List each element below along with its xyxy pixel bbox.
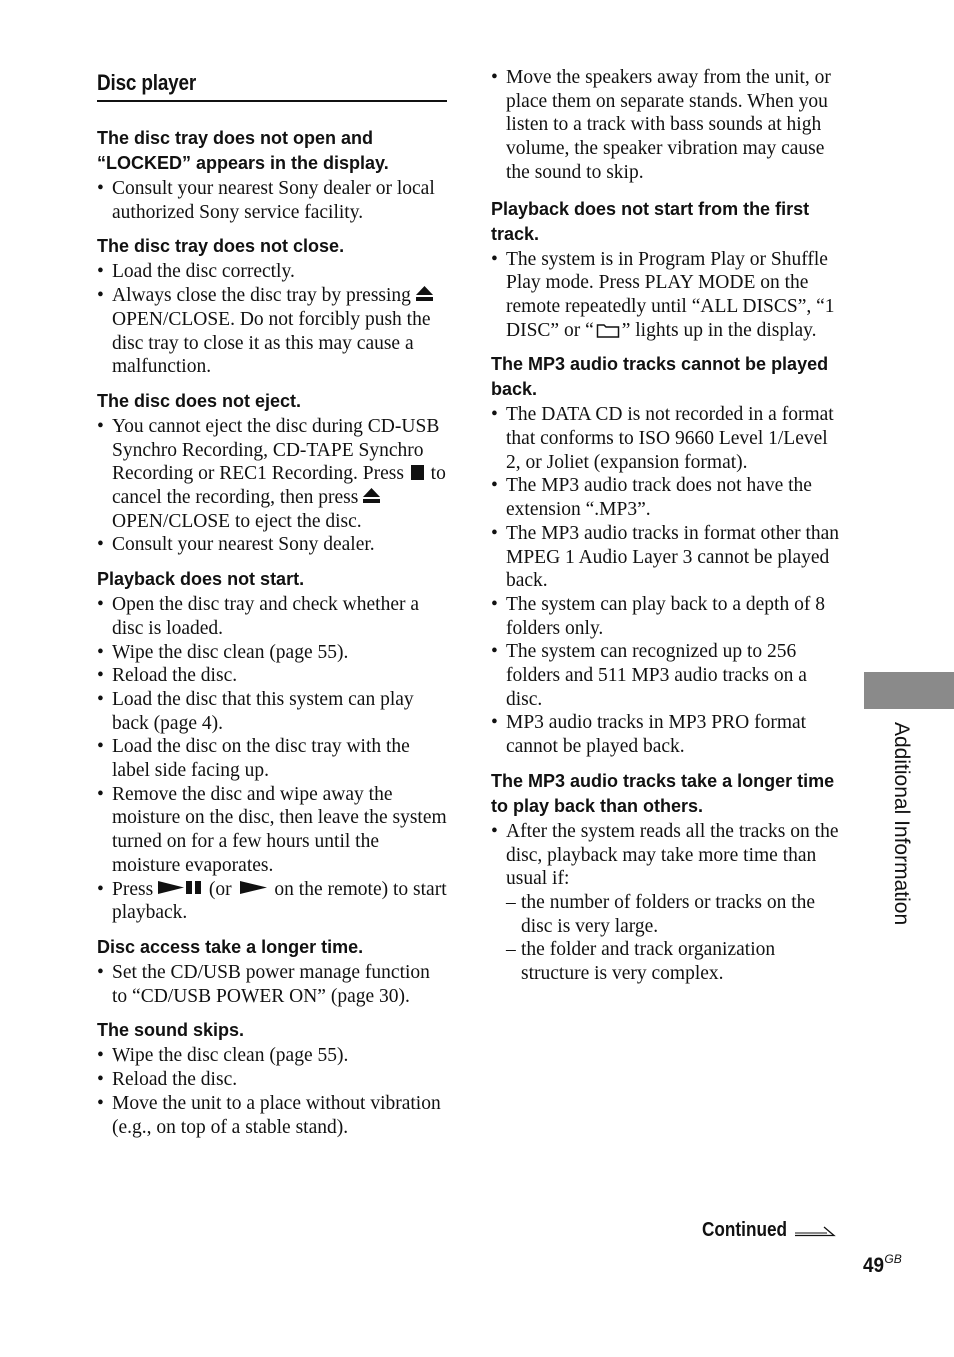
solution-list bbox=[491, 66, 841, 185]
solution-item: • The MP3 audio track does not have the extension “.MP3”. bbox=[491, 474, 841, 521]
solution-item bbox=[97, 878, 449, 925]
solution-list bbox=[97, 260, 449, 379]
page-number-suffix: GB bbox=[884, 1252, 902, 1266]
section-rule bbox=[97, 100, 447, 102]
page-number bbox=[863, 1252, 902, 1278]
page-number-value: 49 bbox=[863, 1254, 885, 1277]
problem-heading: Playback does not start. bbox=[97, 569, 305, 590]
solution-text: (or bbox=[204, 878, 237, 900]
solution-item: • Move the speakers away from the unit, or place them on separate stands. When you listen to a track with bass sounds at high volume, the speaker vibration may cause the sound to skip. bbox=[491, 66, 841, 185]
solution-item bbox=[97, 415, 449, 534]
eject-icon bbox=[363, 488, 380, 503]
folder-icon bbox=[596, 323, 620, 338]
solution-list bbox=[491, 820, 841, 986]
problem-heading: Playback does not start from the first track. bbox=[491, 198, 810, 244]
right-column bbox=[491, 66, 841, 996]
problem-heading: The disc tray does not open and “LOCKED” appears in the display. bbox=[97, 128, 389, 173]
continued-arrow-icon bbox=[794, 1223, 836, 1237]
sub-list bbox=[506, 891, 841, 986]
problem-heading: The MP3 audio tracks cannot be played back. bbox=[491, 354, 829, 400]
problem-heading: The disc does not eject. bbox=[97, 390, 302, 411]
solution-list bbox=[97, 415, 449, 557]
solution-item: • Reload the disc. bbox=[97, 1068, 449, 1092]
continued-indicator bbox=[702, 1216, 836, 1244]
eject-icon bbox=[416, 286, 433, 301]
solution-item: • Move the unit to a place without vibration (e.g., on top of a stable stand). bbox=[97, 1092, 449, 1139]
solution-list bbox=[97, 593, 449, 925]
sub-item: – the number of folders or tracks on the disc is very large. bbox=[506, 891, 841, 938]
play-pause-icon bbox=[158, 880, 202, 895]
solution-item: • Set the CD/USB power manage function to “CD/USB POWER ON” (page 30). bbox=[97, 961, 449, 1008]
solution-item: • Load the disc on the disc tray with the label side facing up. bbox=[97, 735, 449, 782]
solution-item: • Wipe the disc clean (page 55). bbox=[97, 1044, 449, 1068]
solution-list bbox=[491, 403, 841, 759]
solution-item: • Load the disc correctly. bbox=[97, 260, 449, 284]
solution-item: • Remove the disc and wipe away the moisture on the disc, then leave the system turned on for a few hours until the moisture evaporates. bbox=[97, 783, 449, 878]
section-title: Disc player bbox=[97, 70, 197, 95]
solution-item: • MP3 audio tracks in MP3 PRO format cannot be played back. bbox=[491, 711, 841, 758]
solution-text: OPEN/CLOSE. Do not forcibly push the disc tray to close it as this may cause a malfunction. bbox=[112, 308, 431, 378]
solution-item: • Consult your nearest Sony dealer or local authorized Sony service facility. bbox=[97, 177, 449, 224]
solution-list bbox=[97, 177, 449, 224]
solution-item: • The MP3 audio tracks in format other than MPEG 1 Audio Layer 3 cannot be played back. bbox=[491, 522, 841, 593]
solution-item: • Consult your nearest Sony dealer. bbox=[97, 533, 449, 557]
solution-list bbox=[491, 248, 841, 343]
solution-text: The system is in Program Play or Shuffle Play mode. Press PLAY MODE on the remote repeatedly until “ALL DISCS”, “1 DISC” or “ bbox=[506, 248, 835, 341]
solution-text: Always close the disc tray by pressing bbox=[112, 285, 416, 307]
solution-text: on the remote) to start playback. bbox=[112, 878, 447, 924]
side-tab-label: Additional Information bbox=[890, 722, 913, 926]
problem-heading: The sound skips. bbox=[97, 1020, 245, 1041]
continued-label: Continued bbox=[702, 1218, 788, 1241]
problem-heading: Disc access take a longer time. bbox=[97, 936, 364, 957]
solution-text: You cannot eject the disc during CD-USB Synchro Recording, CD-TAPE Synchro Recording or REC1 Recording. Press bbox=[112, 415, 440, 485]
solution-item: • The DATA CD is not recorded in a format that conforms to ISO 9660 Level 1/Level 2, or Joliet (expansion format). bbox=[491, 403, 841, 474]
solution-text: After the system reads all the tracks on the disc, playback may take more time than usual if: bbox=[506, 820, 839, 890]
solution-list bbox=[97, 1044, 449, 1139]
solution-item: • The system can recognized up to 256 folders and 511 MP3 audio tracks on a disc. bbox=[491, 640, 841, 711]
section-tab-marker bbox=[864, 672, 954, 709]
solution-text: ” lights up in the display. bbox=[621, 319, 817, 341]
solution-list bbox=[97, 961, 449, 1008]
solution-item bbox=[491, 248, 841, 343]
left-column bbox=[97, 66, 449, 1149]
solution-item bbox=[491, 820, 841, 986]
solution-item: • Open the disc tray and check whether a disc is loaded. bbox=[97, 593, 449, 640]
solution-item: • Wipe the disc clean (page 55). bbox=[97, 641, 449, 665]
solution-text: OPEN/CLOSE to eject the disc. bbox=[112, 510, 362, 532]
problem-heading: The MP3 audio tracks take a longer time to play back than others. bbox=[491, 770, 835, 816]
solution-text: Press bbox=[112, 878, 159, 900]
solution-text: to cancel the recording, then press bbox=[112, 463, 446, 509]
problem-heading: The disc tray does not close. bbox=[97, 236, 345, 257]
solution-item: • Load the disc that this system can play back (page 4). bbox=[97, 688, 449, 735]
stop-icon bbox=[411, 465, 424, 480]
solution-item: • The system can play back to a depth of 8 folders only. bbox=[491, 593, 841, 640]
sub-item: – the folder and track organization structure is very complex. bbox=[506, 938, 841, 985]
play-icon bbox=[240, 880, 267, 895]
solution-item: • Reload the disc. bbox=[97, 664, 449, 688]
solution-item bbox=[97, 284, 449, 379]
